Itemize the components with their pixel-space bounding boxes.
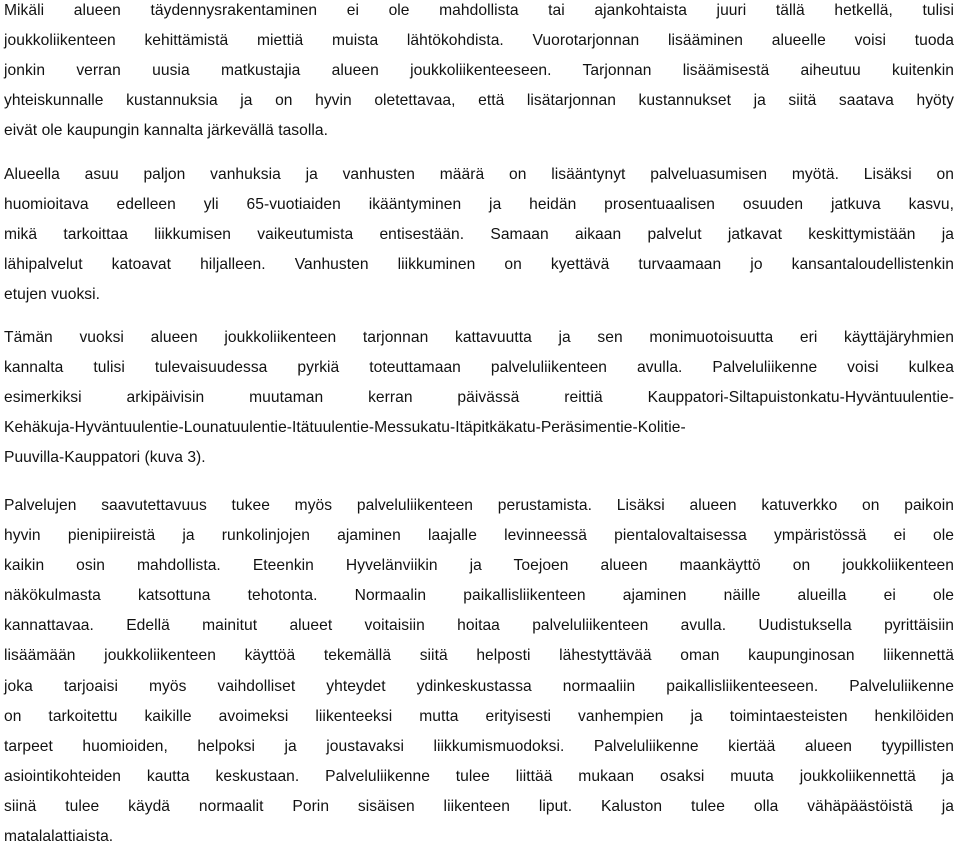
paragraph-line: on tarkoitettu kaikille avoimeksi liikenteeksi mutta erityisesti vanhempien ja toimintaesteisten henkilöiden [4,707,954,725]
paragraph-line: matalalattiaista. [4,828,114,846]
paragraph-line: Puuvilla-Kauppatori (kuva 3). [4,449,206,467]
paragraph-line: yhteiskunnalle kustannuksia ja on hyvin oletettavaa, että lisätarjonnan kustannukset ja siitä saatava hyöty [4,92,954,110]
paragraph-line: Mikäli alueen täydennysrakentaminen ei ole mahdollista tai ajankohtaista juuri tällä hetkellä, tulisi [4,2,954,19]
paragraph-line: joka tarjoaisi myös vaihdolliset yhteydet ydinkeskustassa normaaliin paikallisliikenteeseen. Palveluliikenne [4,677,954,695]
paragraph-line: esimerkiksi arkipäivisin muutaman kerran päivässä reittiä Kauppatori-Siltapuistonkatu-Hyväntuulentie- [4,389,954,407]
paragraph-line: mikä tarkoittaa liikkumisen vaikeutumista entisestään. Samaan aikaan palvelut jatkavat keskittymistään ja [4,226,954,244]
paragraph-line: huomioitava edelleen yli 65-vuotiaiden ikääntyminen ja heidän prosentuaalisen osuuden jatkuva kasvu, [4,196,954,214]
paragraph-line: kannattavaa. Edellä mainitut alueet voitaisiin hoitaa palveluliikenteen avulla. Uudistuksella pyrittäisiin [4,617,954,635]
paragraph-4 [4,491,954,852]
paragraph-line: Tämän vuoksi alueen joukkoliikenteen tarjonnan kattavuutta ja sen monimuotoisuutta eri käyttäjäryhmien [4,329,954,346]
paragraph-line: etujen vuoksi. [4,286,101,304]
paragraph-line: kannalta tulisi tulevaisuudessa pyrkiä toteuttamaan palveluliikenteen avulla. Palveluliikenne voisi kulkea [4,359,954,377]
paragraph-3 [4,323,954,473]
paragraph-line: jonkin verran uusia matkustajia alueen joukkoliikenteeseen. Tarjonnan lisäämisestä aiheutuu kuitenkin [4,62,954,80]
paragraph-line: hyvin pienipiireistä ja runkolinjojen ajaminen laajalle levinneessä pientalovaltaisessa ympäristössä ei ole [4,527,954,545]
paragraph-line: näkökulmasta katsottuna tehotonta. Normaalin paikallisliikenteen ajaminen näille alueilla ei ole [4,587,954,605]
paragraph-2 [4,160,954,310]
paragraph-line: lähipalvelut katoavat hiljalleen. Vanhusten liikkuminen on kyettävä turvaamaan jo kansantaloudellistenkin [4,256,954,274]
paragraph-line: joukkoliikenteen kehittämistä miettiä muista lähtökohdista. Vuorotarjonnan lisääminen alueelle voisi tuoda [4,32,954,50]
paragraph-1 [4,0,954,146]
paragraph-line: Kehäkuja-Hyväntuulentie-Lounatuulentie-Itätuulentie-Messukatu-Itäpitkäkatu-Peräsimentie-Kolitie- [4,419,686,437]
paragraph-line: kaikin osin mahdollista. Eteenkin Hyvelänviikin ja Toejoen alueen maankäyttö on joukkoliikenteen [4,557,954,575]
paragraph-line: eivät ole kaupungin kannalta järkevällä tasolla. [4,122,329,140]
paragraph-line: asiointikohteiden kautta keskustaan. Palveluliikenne tulee liittää mukaan osaksi muuta joukkoliikennettä ja [4,767,954,785]
paragraph-line: siinä tulee käydä normaalit Porin sisäisen liikenteen liput. Kaluston tulee olla vähäpäästöistä ja [4,797,954,815]
paragraph-line: Alueella asuu paljon vanhuksia ja vanhusten määrä on lisääntynyt palveluasumisen myötä. Lisäksi on [4,166,954,183]
paragraph-line: lisäämään joukkoliikenteen käyttöä tekemällä siitä helposti lähestyttävää oman kaupunginosan liikennettä [4,647,954,665]
paragraph-line: Palvelujen saavutettavuus tukee myös palveluliikenteen perustamista. Lisäksi alueen katuverkko on paikoin [4,497,954,514]
paragraph-line: tarpeet huomioiden, helpoksi ja joustavaksi liikkumismuodoksi. Palveluliikenne kiertää alueen tyypillisten [4,737,954,755]
